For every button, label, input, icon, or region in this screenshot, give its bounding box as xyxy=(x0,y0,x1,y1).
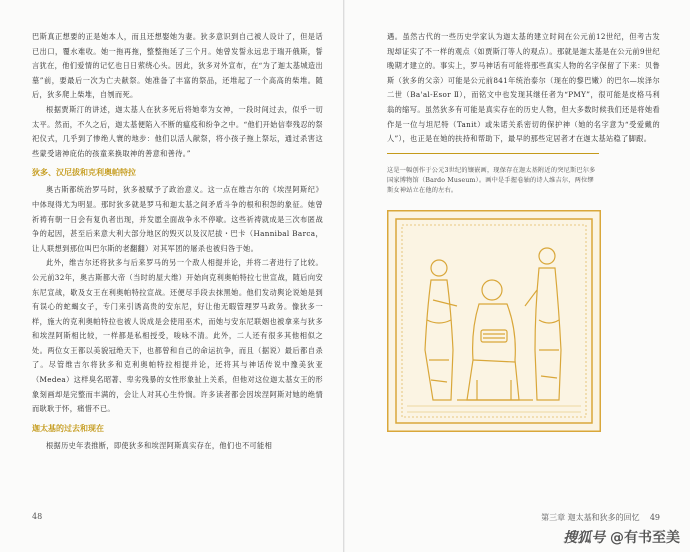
section-heading: 迦太基的过去和现在 xyxy=(32,423,104,433)
chapter-title: 第三章 迦太基和狄多的回忆 xyxy=(541,513,640,522)
watermark-handle: @有书至美 xyxy=(610,530,680,546)
paragraph: 根据历史年表推断，即使狄多和埃涅阿斯真实存在，他们也不可能相 xyxy=(46,440,273,450)
paragraph: 此外，维吉尔还将狄多与后来罗马的另一个敌人相提并论，并将二者进行了比较。公元前32年，奥古斯都大帝（当时的屋大维）开始向克利奥帕特拉七世宣战，随后向安东尼宣战，歇及女王在利奥帕特拉宣战。还便尽手段去抹黑她。他们发动舆论说她是到有误心的蛇蝎女子，专门来引诱高贵的安东尼，好让他无暇管理罗马政务。像狄多一样，施大的克利奥帕特拉也被人说成是会使用巫术，而她与安东尼联姻也被拿来与狄多和埃涅阿斯相比较，一样都是私相授受，唆咏不清。此外，二人还有很多其他相似之处。两位女王都以美貌冠绝天下，也都曾和自己的命运抗争，而且（据说）最后都自杀了。尽管维吉尔将狄多和克利奥帕特拉相提并论，还将其与神话传说中豫美狄亚（Medea）这样臭名昭著、卑劣残暴的女性形象扯上关系，但他对这位迦太基女王的形象刻画却是完整而丰满的，会让人对其心生怜悯。许多读者都会因埃涅阿斯对她的绝情而耿耿于怀，痛惜不已。 xyxy=(32,258,323,414)
mosaic-drawing xyxy=(387,210,601,432)
right-page xyxy=(345,0,690,552)
paragraph: 巴斯真正想要的正是她本人，而且还想娶她为妻。狄多意识到自己被人设计了，但是话已出口，覆水难收。她一拖再拖，整整拖延了三个月。她曾发誓永远忠于瑞开俄斯，誓言犹在，他们爱情的记忆也日日萦绕心头。因此，狄多对外宣布，在“为了迦太基城造出墓”前，要最后一次为亡夫献祭。她准备了丰富的祭品，还堆起了一个高高的柴堆。随后，狄多爬上柴堆，自刎而死。 xyxy=(32,32,323,100)
watermark xyxy=(563,527,680,547)
page-number: 48 xyxy=(32,512,43,521)
paragraph: 根据贾斯汀的讲述，迦太基人在狄多死后将她奉为女神，一段时间过去，似乎一切太平。然而，不久之后，迦太基便陷入不断的瘟疫和纷争之中。“他们开始信奉残忍的祭祀仪式，几乎到了惨绝人寰的地步：他们以活人献祭，将小孩子拖上祭坛，通过杀害这些蒙受诸神庇佑的孩童来换取神的善意和善待。” xyxy=(32,104,323,158)
page-number: 49 xyxy=(649,513,660,522)
figure-caption: 这是一幅创作于公元3世纪的镶嵌画，现保存在迦太基附近的突尼斯巴尔多国家博物馆（Bardo Museum）。画中是手握卷轴的诗人维吉尔，两位缪斯女神站立在他的左右。 xyxy=(387,166,596,194)
mosaic-illustration xyxy=(387,210,601,432)
paragraph: 遇。虽然古代的一些历史学家认为迦太基的建立时间在公元前12世纪，但考古发现却证实了不一样的观点（如贾斯汀等人的观点）。那就是迦太基是在公元前9世纪晚期才建立的。事实上，罗马神话有可能将那些真实人物的名字保留了下来：贝鲁斯（狄多的父亲）可能是公元前841年统治泰尔（现在的黎巴嫩）的巴尔—埃泽尔二世（Ba'al-Esor Ⅱ），而铭文中也发现其继任者为“PMY”，很可能是皮格马利翁的缩写。虽然狄多有可能是真实存在的历史人物，但大多数时候我们还是将她看作是一位与坦尼特（Tanit）或朱诺关系密切的保护神（她的名字意为“受爱戴的人”），也正是在她的扶持和帮助下，最早的那些定居者才在迦太基站稳了脚跟。 xyxy=(387,32,660,144)
section-heading: 狄多、汉尼拔和克利奥帕特拉 xyxy=(32,168,136,178)
watermark-brand: 搜狐号 xyxy=(563,530,606,546)
page-footer xyxy=(541,512,660,523)
paragraph: 奥古斯都统治罗马时，狄多被赋予了政治意义。这一点在维吉尔的《埃涅阿斯纪》中体现得尤为明显。那时狄多就是罗马和迦太基之间矛盾斗争的根和积怨的象征。她曾祈祷有朝一日会有复仇者出现，并发愿全面战争永不停歇。这些祈祷就成是三次布匿战争的起因，甚至后来意大利大部分地区的毁灭以及汉尼拔・巴卡（Hannibal Barca，让人联想到那位叫巴尔斯的老翻翻）对其军团的屠杀也被归咎于她。 xyxy=(32,185,323,253)
caption-rule xyxy=(387,153,599,154)
left-page xyxy=(0,0,344,552)
